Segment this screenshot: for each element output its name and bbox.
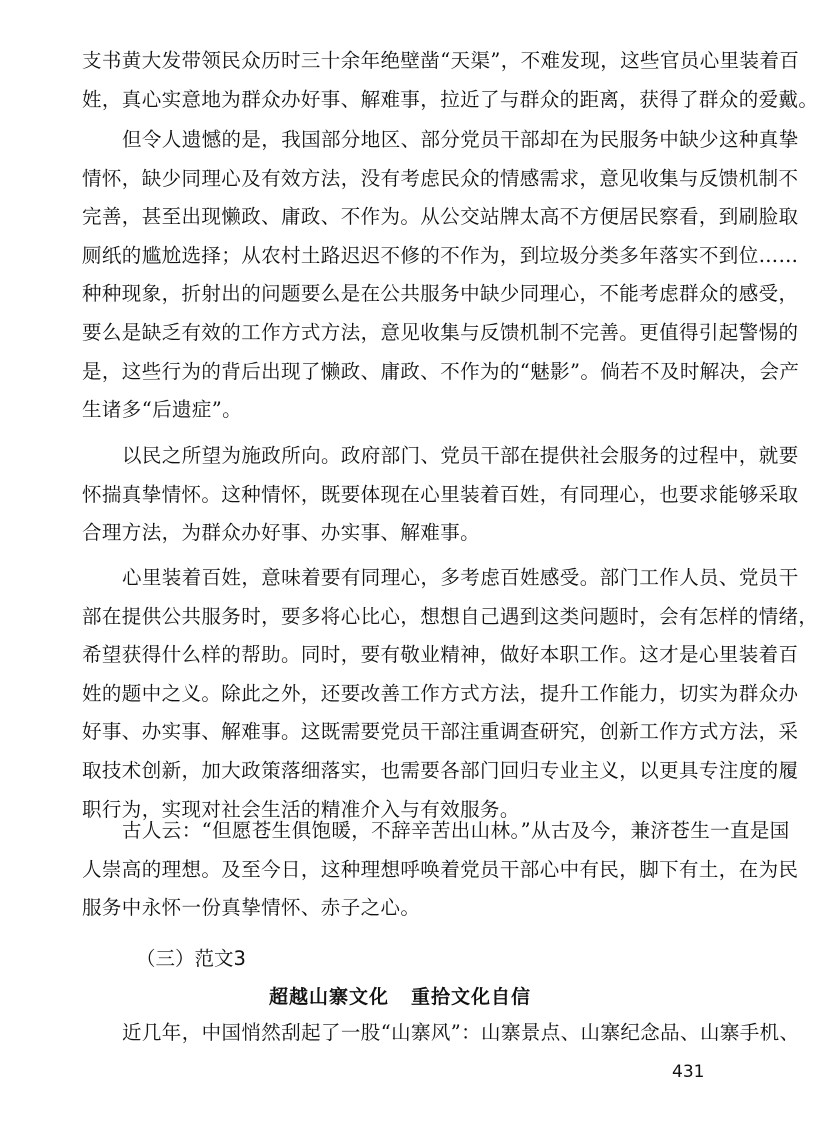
section-heading: （三）范文3 (136, 947, 246, 970)
text-line: 近几年，中国悄然刮起了一股“山寨风”：山寨景点、山寨纪念品、山寨手机、 (122, 1021, 800, 1044)
text-line: 人崇高的理想。及至今日，这种理想呼唤着党员干部心中有民，脚下有土，在为民 (82, 857, 799, 881)
text-line: 姓的题中之义。除此之外，还要改善工作方式方法，提升工作能力，切实为群众办 (82, 681, 799, 705)
text-line: 完善，甚至出现懒政、庸政、不作为。从公交站牌太高不方便居民察看，到刷脸取 (82, 205, 799, 229)
text-line: 种种现象，折射出的问题要么是在公共服务中缺少同理心，不能考虑群众的感受， (82, 282, 799, 306)
text-line: 心里装着百姓，意味着要有同理心，多考虑百姓感受。部门工作人员、党员干 (122, 566, 799, 589)
article-title-part-2: 重拾文化自信 (411, 986, 532, 1008)
text-line: 姓，真心实意地为群众办好事、解难事，拉近了与群众的距离，获得了群众的爱戴。 (82, 87, 818, 111)
text-line: 职行为，实现对社会生活的精准介入与有效服务。 (82, 797, 520, 821)
text-line: 好事、办实事、解难事。这既需要党员干部注重调查研究，创新工作方式方法，采 (82, 720, 799, 744)
article-title (0, 982, 800, 1012)
text-line: 合理方法，为群众办好事、办实事、解难事。 (82, 521, 481, 545)
paragraph-3 (82, 437, 799, 553)
text-line: 服务中永怀一份真挚情怀、赤子之心。 (82, 896, 421, 920)
paragraph-4 (82, 559, 818, 829)
text-line: 以民之所望为施政所向。政府部门、党员干部在提供社会服务的过程中，就要 (122, 444, 799, 467)
text-line: 生诸多“后遗症”。 (82, 398, 243, 422)
paragraph-1 (82, 42, 818, 119)
text-line: 但令人遗憾的是，我国部分地区、部分党员干部却在为民服务中缺少这种真挚 (122, 128, 799, 151)
text-line: 怀揣真挚情怀。这种情怀，既要体现在心里装着百姓，有同理心，也要求能够采取 (82, 482, 799, 506)
paragraph-5 (82, 812, 799, 928)
text-line: 古人云：“但愿苍生俱饱暖，不辞辛苦出山林。”从古及今，兼济苍生一直是国 (122, 819, 790, 842)
paragraph-2 (82, 121, 800, 430)
text-line: 支书黄大发带领民众历时三十余年绝壁凿“天渠”，不难发现，这些官员心里装着百 (82, 49, 800, 72)
text-line: 部在提供公共服务时，要多将心比心，想想自己遇到这类问题时，会有怎样的情绪， (82, 604, 818, 628)
paragraph-6 (82, 1014, 800, 1053)
text-line: 情怀，缺少同理心及有效方法，没有考虑民众的情感需求，意见收集与反馈机制不 (82, 166, 799, 190)
text-line: 希望获得什么样的帮助。同时，要有敬业精神，做好本职工作。这才是心里装着百 (82, 643, 799, 667)
article-title-part-1: 超越山寨文化 (268, 986, 389, 1008)
text-line: 厕纸的尴尬选择；从农村土路迟迟不修的不作为，到垃圾分类多年落实不到位…… (82, 243, 799, 267)
page-number: 431 (672, 1062, 705, 1082)
text-line: 取技术创新，加大政策落细落实，也需要各部门回归专业主义，以更具专注度的履 (82, 758, 799, 782)
text-line: 是，这些行为的背后出现了懒政、庸政、不作为的“魅影”。倘若不及时解决，会产 (82, 359, 800, 383)
text-line: 要么是缺乏有效的工作方式方法，意见收集与反馈机制不完善。更值得引起警惕的 (82, 320, 799, 344)
